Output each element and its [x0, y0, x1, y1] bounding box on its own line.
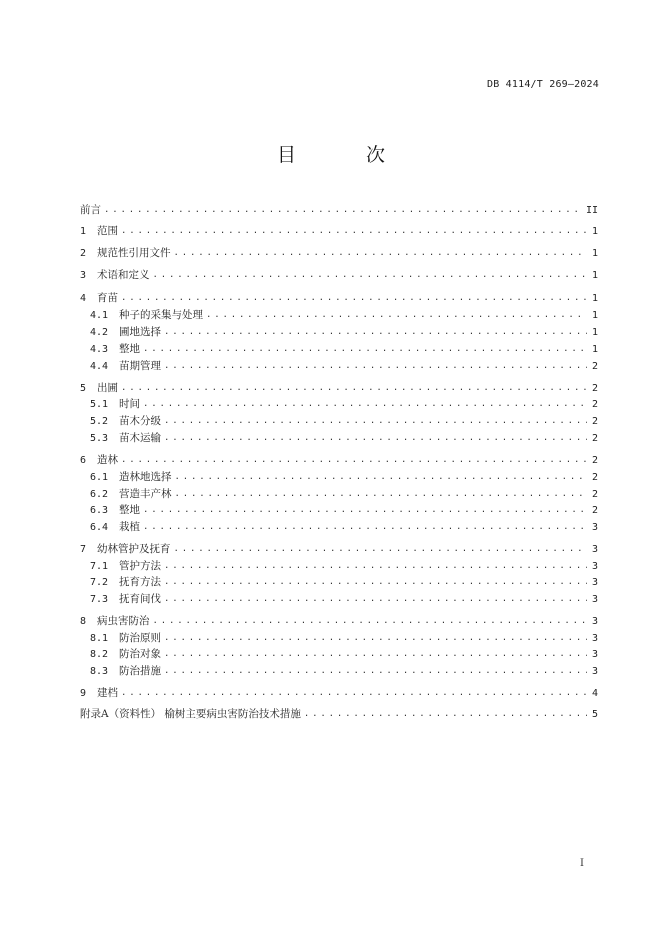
toc-entry-label: 栽植	[119, 521, 140, 533]
toc-entry-label: 幼林管护及抚育	[97, 543, 171, 555]
toc-entry-number: 8.1	[90, 633, 109, 644]
toc-entry-number: 6.1	[90, 472, 109, 483]
toc-dot-leader	[175, 470, 588, 484]
toc-entry[interactable]	[80, 224, 598, 238]
toc-entry-number: 5.1	[90, 399, 109, 410]
toc-entry-page: 3	[591, 616, 598, 627]
toc-entry-page: 1	[591, 293, 598, 304]
toc-dot-leader	[164, 647, 587, 661]
toc-dot-leader	[164, 559, 587, 573]
toc-entry[interactable]	[80, 414, 598, 428]
toc-entry-number: 2	[80, 248, 87, 259]
toc-entry-number: 5	[80, 383, 87, 394]
toc-entry-label: 附录A（资料性） 榆树主要病虫害防治技术措施	[80, 708, 301, 720]
toc-entry-number: 4.1	[90, 310, 109, 321]
toc-entry-label: 育苗	[97, 292, 118, 304]
toc-entry-page: 1	[591, 248, 598, 259]
toc-entry[interactable]	[80, 470, 598, 484]
toc-entry-label: 范围	[97, 225, 118, 237]
toc-entry-page: 3	[591, 633, 598, 644]
toc-entry[interactable]	[80, 575, 598, 589]
toc-entry-page: 1	[591, 310, 598, 321]
toc-entry-page: 2	[591, 455, 598, 466]
toc-dot-leader	[164, 325, 587, 339]
toc-entry[interactable]	[80, 503, 598, 517]
toc-entry[interactable]	[80, 542, 598, 556]
toc-entry-number: 4.4	[90, 361, 109, 372]
toc-dot-leader	[304, 707, 587, 721]
toc-entry[interactable]	[80, 381, 598, 395]
toc-dot-leader	[164, 359, 587, 373]
toc-dot-leader	[143, 503, 587, 517]
toc-entry[interactable]	[80, 397, 598, 411]
toc-entry[interactable]	[80, 268, 598, 282]
toc-entry-label: 抚育间伐	[119, 593, 161, 605]
toc-entry-page: 2	[591, 399, 598, 410]
toc-dot-leader	[121, 453, 587, 467]
toc-entry-page: 3	[591, 544, 598, 555]
toc-entry-label: 出圃	[97, 382, 118, 394]
toc-entry-number: 3	[80, 270, 87, 281]
toc-entry-page: 3	[591, 577, 598, 588]
toc-entry-page: 3	[591, 649, 598, 660]
toc-entry[interactable]	[80, 520, 598, 534]
toc-dot-leader	[121, 224, 587, 238]
toc-entry[interactable]	[80, 647, 598, 661]
toc-dot-leader	[143, 397, 587, 411]
toc-entry-label: 术语和定义	[97, 269, 150, 281]
page-number: I	[580, 858, 584, 869]
toc-entry[interactable]	[80, 614, 598, 628]
toc-dot-leader	[121, 291, 587, 305]
toc-dot-leader	[206, 308, 587, 322]
toc-entry[interactable]	[80, 431, 598, 445]
toc-entry-label: 防治对象	[119, 648, 161, 660]
toc-entry[interactable]	[80, 291, 598, 305]
toc-entry-page: 3	[591, 666, 598, 677]
toc-entry-label: 规范性引用文件	[97, 247, 171, 259]
toc-dot-leader	[153, 614, 588, 628]
toc-dot-leader	[121, 381, 587, 395]
toc-entry-number: 6	[80, 455, 87, 466]
toc-entry-page: 1	[591, 226, 598, 237]
toc-entry[interactable]	[80, 246, 598, 260]
toc-entry-label: 防治原则	[119, 632, 161, 644]
toc-entry[interactable]	[80, 592, 598, 606]
toc-entry-label: 造林	[97, 454, 118, 466]
toc-entry-page: 1	[591, 327, 598, 338]
toc-entry-page: 2	[591, 361, 598, 372]
toc-entry-number: 7.3	[90, 594, 109, 605]
toc-entry-number: 9	[80, 688, 87, 699]
toc-entry-number: 1	[80, 226, 87, 237]
toc-entry[interactable]	[80, 686, 598, 700]
toc-entry-label: 防治措施	[119, 665, 161, 677]
document-code: DB 4114/T 269—2024	[487, 79, 599, 90]
toc-entry-label: 时间	[119, 398, 140, 410]
toc-entry-label: 管护方法	[119, 560, 161, 572]
toc-entry[interactable]	[80, 453, 598, 467]
toc-dot-leader	[175, 487, 588, 501]
toc-entry-label: 病虫害防治	[97, 615, 150, 627]
toc-entry-label: 前言	[80, 204, 101, 216]
toc-entry-number: 6.3	[90, 505, 109, 516]
toc-entry-page: 1	[591, 270, 598, 281]
toc-entry-label: 苗期管理	[119, 360, 161, 372]
toc-entry-label: 圃地选择	[119, 326, 161, 338]
toc-entry[interactable]	[80, 308, 598, 322]
toc-entry[interactable]	[80, 342, 598, 356]
toc-title: 目 次	[276, 144, 418, 166]
toc-entry-number: 5.2	[90, 416, 109, 427]
toc-entry[interactable]	[80, 631, 598, 645]
toc-entry-number: 7	[80, 544, 87, 555]
toc-dot-leader	[104, 203, 583, 217]
toc-entry-label: 抚育方法	[119, 576, 161, 588]
toc-entry-page: 2	[591, 505, 598, 516]
toc-entry-page: 5	[591, 709, 598, 720]
toc-entry-label: 整地	[119, 504, 140, 516]
toc-entry[interactable]	[80, 559, 598, 573]
toc-dot-leader	[174, 246, 588, 260]
toc-entry-page: 2	[591, 416, 598, 427]
toc-dot-leader	[164, 414, 587, 428]
toc-dot-leader	[174, 542, 588, 556]
toc-dot-leader	[164, 664, 587, 678]
toc-entry-label: 建档	[97, 687, 118, 699]
toc-entry-number: 5.3	[90, 433, 109, 444]
toc-dot-leader	[143, 342, 587, 356]
toc-entry-number: 8.3	[90, 666, 109, 677]
toc-entry-number: 7.2	[90, 577, 109, 588]
toc-entry-number: 8	[80, 616, 87, 627]
toc-dot-leader	[143, 520, 587, 534]
toc-entry-page: 4	[591, 688, 598, 699]
toc-entry-page: 3	[591, 594, 598, 605]
toc-entry-label: 苗木分级	[119, 415, 161, 427]
toc-dot-leader	[164, 592, 587, 606]
toc-entry-number: 4.3	[90, 344, 109, 355]
toc-entry-number: 6.4	[90, 522, 109, 533]
toc-entry-number: 4	[80, 293, 87, 304]
toc-entry[interactable]	[80, 487, 598, 501]
toc-dot-leader	[121, 686, 587, 700]
toc-entry-page: 3	[591, 522, 598, 533]
toc-entry[interactable]	[80, 664, 598, 678]
toc-entry-number: 8.2	[90, 649, 109, 660]
toc-entry-number: 6.2	[90, 489, 109, 500]
toc-entry-page: 2	[591, 489, 598, 500]
toc-dot-leader	[164, 631, 587, 645]
toc-entry[interactable]	[80, 203, 598, 217]
toc-entry[interactable]	[80, 325, 598, 339]
toc-entry-label: 种子的采集与处理	[119, 309, 203, 321]
toc-entry-label: 营造丰产林	[119, 488, 172, 500]
toc-entry-page: 2	[591, 383, 598, 394]
toc-entry-number: 7.1	[90, 561, 109, 572]
toc-entry-page: 3	[591, 561, 598, 572]
toc-entry-page: 1	[591, 344, 598, 355]
toc-entry-label: 苗木运输	[119, 432, 161, 444]
toc-dot-leader	[164, 431, 587, 445]
toc-entry[interactable]	[80, 359, 598, 373]
toc-dot-leader	[164, 575, 587, 589]
toc-entry-page: 2	[591, 472, 598, 483]
toc-dot-leader	[153, 268, 588, 282]
toc-entry-label: 造林地选择	[119, 471, 172, 483]
toc-entry-number: 4.2	[90, 327, 109, 338]
toc-entry-label: 整地	[119, 343, 140, 355]
toc-entry-page: 2	[591, 433, 598, 444]
toc-entry-page: II	[585, 205, 598, 216]
toc-entry[interactable]	[80, 707, 598, 721]
